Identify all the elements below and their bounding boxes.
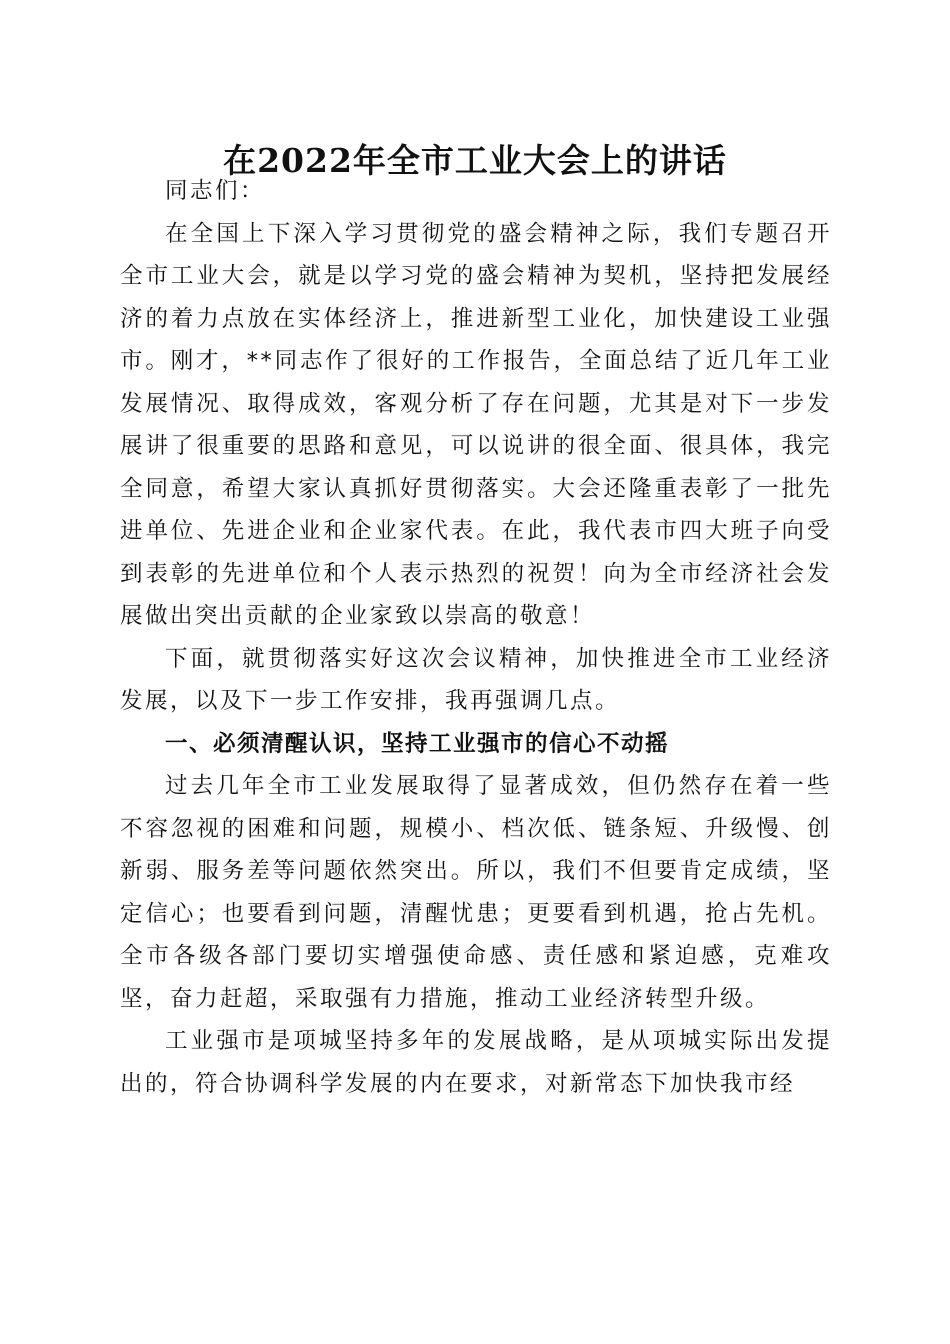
page-title: 在2022年全市工业大会上的讲话 [223, 141, 727, 180]
paragraph-outline: 下面，就贯彻落实好这次会议精神，加快推进全市工业经济发展，以及下一步工作安排，我再强调几点。 [120, 645, 832, 714]
paragraph-section-2: 工业强市是项城坚持多年的发展战略，是从项城实际出发提出的，符合协调科学发展的内在要求，对新常态下加快我市经 [120, 1028, 832, 1097]
paragraph-intro: 在全国上下深入学习贯彻党的盛会精神之际，我们专题召开全市工业大会，就是以学习党的盛会精神为契机，坚持把发展经济的着力点放在实体经济上，推进新型工业化，加快建设工业强市。刚才，**同志作了很好的工作报告，全面总结了近几年工业发展情况、取得成效，客观分析了存在问题，尤其是对下一步发展讲了很重要的思路和意见，可以说讲的很全面、很具体，我完全同意，希望大家认真抓好贯彻落实。大会还隆重表彰了一批先进单位、先进企业和企业家代表。在此，我代表市四大班子向受到表彰的先进单位和个人表示热烈的祝贺！向为全市经济社会发展做出突出贡献的企业家致以崇高的敬意！ [120, 220, 832, 629]
paragraph-section-1: 过去几年全市工业发展取得了显著成效，但仍然存在着一些不容忽视的困难和问题，规模小、档次低、链条短、升级慢、创新弱、服务差等问题依然突出。所以，我们不但要肯定成绩，坚定信心；也要看到问题，清醒忧患；更要看到机遇，抢占先机。全市各级各部门要切实增强使命感、责任感和紧迫感，克难攻坚，奋力赶超，采取强有力措施，推动工业经济转型升级。 [120, 773, 832, 1012]
section-heading: 一、必须清醒认识，坚持工业强市的信心不动摇 [165, 730, 670, 757]
greeting: 同志们： [165, 178, 266, 204]
document-body [120, 170, 832, 1105]
